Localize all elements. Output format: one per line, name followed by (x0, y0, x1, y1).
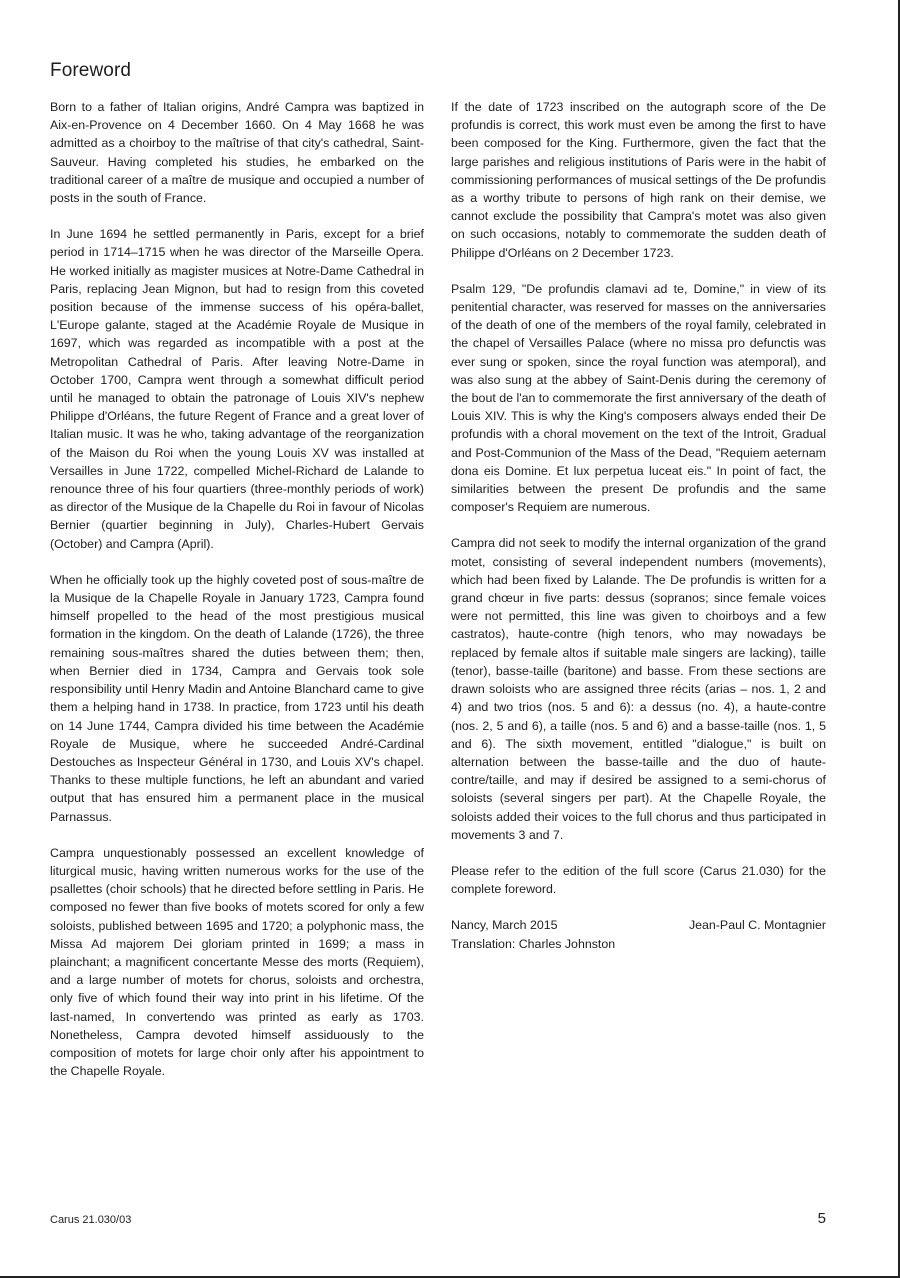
author-name: Jean-Paul C. Montagnier (688, 918, 826, 933)
left-column (50, 98, 424, 1098)
paragraph: Psalm 129, "De profundis clamavi ad te, Domine," in view of its penitential character, was reserved for masses on the anniversaries of the death of one of the members of the royal family, celebrated in the chapel of Versailles Palace (where no missa pro defunctis was ever sung or spoken, since the royal function was atemporal), and was also sung at the abbey of Saint-Denis during the ceremony of the bout de l'an to commemorate the first anniversary of the death of Louis XIV. This is why the King's composers always ended their De profundis with a choral movement on the text of the Introit, Gradual and Post-Communion of the Mass of the Dead, "Requiem aeternam dona eis Domine. Et lux perpetua luceat eis." In point of fact, the similarities between the present De profundis and the same composer's Requiem are numerous. (451, 281, 826, 515)
page-number: 5 (817, 1210, 826, 1227)
catalog-number: Carus 21.030/03 (50, 1214, 132, 1226)
place-date: Nancy, March 2015 (451, 918, 558, 933)
paragraph: If the date of 1723 inscribed on the autograph score of the De profundis is correct, this work must even be among the first to have been composed for the King. Furthermore, given the fact that the large parishes and religious institutions of Paris were in the habit of commissioning performances of musical settings of the De profundis as a worthy tribute to persons of high rank on their demise, we cannot exclude the possibility that Campra's motet was also given on such occasions, notably to commemorate the sudden death of Philippe d'Orléans on 2 December 1723. (451, 100, 826, 260)
paragraph: Campra unquestionably possessed an excellent knowledge of liturgical music, having written numerous works for the use of the psallettes (choir schools) that he directed before settling in Paris. He composed no fewer than five books of motets scored for only a few soloists, published between 1695 and 1720; a polyphonic mass, the Missa Ad majorem Dei gloriam printed in 1699; a mass in plainchant; a magnificent concertante Messe des morts (Requiem), and a large number of motets for chorus, soloists and orchestra, only five of which found their way into print in his lifetime. Of the last-named, In convertendo was printed as early as 1703. Nonetheless, Campra devoted himself assiduously to the composition of motets for large choir only after his appointment to the Chapelle Royale. (50, 845, 424, 1079)
paragraph: Please refer to the edition of the full score (Carus 21.030) for the complete foreword. (451, 863, 826, 897)
signature-line (451, 916, 826, 934)
paragraph: Born to a father of Italian origins, André Campra was baptized in Aix-en-Provence on 4 December 1660. On 4 May 1668 he was admitted as a choirboy to the maîtrise of that city's cathedral, Saint-Sauveur. Having completed his studies, he embarked on the traditional career of a maître de musique and occupied a number of posts in the south of France. (50, 100, 424, 206)
paragraph: Campra did not seek to modify the internal organization of the grand motet, consisting of several independent numbers (movements), which had been fixed by Lalande. The De profundis is written for a grand chœur in five parts: dessus (sopranos; since female voices were not permitted, this line was given to choirboys and a few castratos), haute-contre (high tenors, who may nowadays be replaced by female altos if suitable male singers are lacking), taille (tenor), basse-taille (baritone) and basse. From these sections are drawn soloists who are assigned three récits (arias – nos. 1, 2 and 4) and two trios (nos. 5 and 6): a dessus (no. 4), a haute-contre (nos. 2, 5 and 6), a taille (nos. 5 and 6) and a basse-taille (nos. 1, 5 and 6). The sixth movement, entitled "dialogue," is built on alternation between the basse-taille and the duo of haute-contre/taille, and may if desired be assigned to a semi-chorus of soloists (several singers per part). At the Chapelle Royale, the soloists added their voices to the full chorus and thus participated in movements 3 and 7. (451, 536, 826, 842)
translator-credit: Translation: Charles Johnston (451, 936, 616, 951)
paragraph: In June 1694 he settled permanently in Paris, except for a brief period in 1714–1715 when he was director of the Marseille Opera. He worked initially as magister musices at Notre-Dame Cathedral in Paris, replacing Jean Mignon, but had to resign from this coveted position because of the immense success of his opéra-ballet, L'Europe galante, staged at the Académie Royale de Musique in 1697, which was regarded as incompatible with a post at the Metropolitan Cathedral of Paris. After leaving Notre-Dame in October 1700, Campra went through a somewhat difficult period until he managed to obtain the patronage of Louis XIV's nephew Philippe d'Orléans, the future Regent of France and a great lover of Italian music. It was he who, taking advantage of the reorganization of the Maison du Roi when the young Louis XV was installed at Versailles in June 1722, compelled Michel-Richard de Lalande to renounce three of his four quartiers (three-monthly periods of work) as director of the Musique de la Chapelle du Roi in favour of Nicolas Bernier (quartier beginning in July), Charles-Hubert Gervais (October) and Campra (April). (50, 227, 424, 551)
paragraph: When he officially took up the highly coveted post of sous-maître de la Musique de la Chapelle Royale in January 1723, Campra found himself propelled to the head of the most prestigious musical formation in the kingdom. On the death of Lalande (1726), the three remaining sous-maîtres shared the duties between them; then, when Bernier died in 1734, Campra and Gervais took sole responsibility until Henry Madin and Antoine Blanchard came to give them a helping hand in 1738. In practice, from 1723 until his death on 14 June 1744, Campra divided his time between the Académie Royale de Musique, where he succeeded André-Cardinal Destouches as Inspecteur Général in 1730, and Louis XV's chapel. Thanks to these multiple functions, he left an abundant and varied output that has ensured him a permanent place in the musical Parnassus. (50, 572, 424, 824)
right-column (451, 98, 826, 953)
page-title: Foreword (50, 60, 132, 81)
